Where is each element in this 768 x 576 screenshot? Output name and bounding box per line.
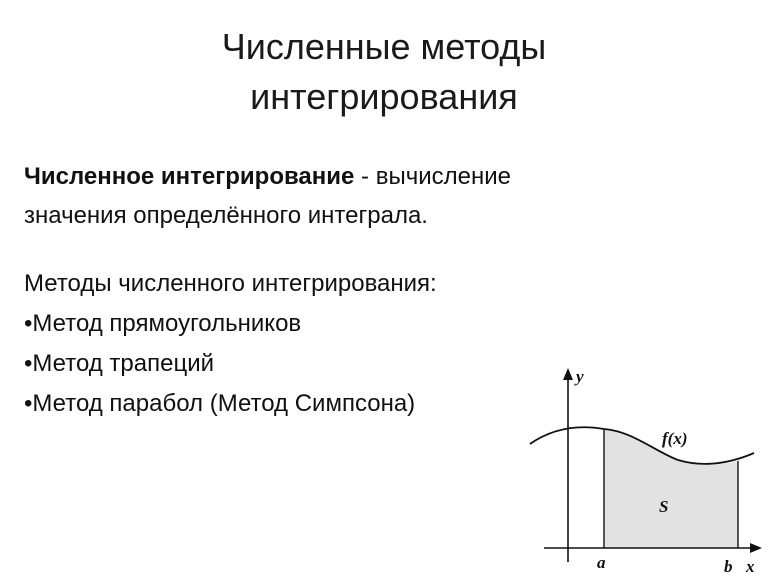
slide-title — [0, 22, 768, 122]
y-axis-label: y — [576, 367, 584, 386]
x-axis-label: x — [746, 557, 755, 576]
y-axis-arrowhead — [563, 368, 573, 380]
method-item-rectangles: •Метод прямоугольников — [24, 310, 302, 337]
slide-title-line-2: интегрирования — [250, 76, 518, 117]
definition-text-1: - вычисление — [354, 163, 511, 190]
left-bound-label: a — [597, 553, 606, 572]
right-bound-label: b — [724, 557, 733, 576]
integral-figure — [528, 362, 768, 576]
function-label: f(x) — [662, 429, 688, 448]
x-axis-arrowhead — [750, 543, 762, 553]
area-label: S — [659, 497, 669, 516]
method-item-trapezoids: •Метод трапеций — [24, 350, 215, 377]
definition-term: Численное интегрирование — [24, 163, 355, 190]
methods-heading: Методы численного интегрирования: — [24, 270, 437, 297]
definition-paragraph — [24, 157, 744, 235]
slide-title-line-1: Численные методы — [221, 26, 547, 67]
definition-text-2: значения определённого интеграла. — [24, 202, 428, 229]
integral-figure-svg — [528, 362, 768, 576]
method-item-simpson: •Метод парабол (Метод Симпсона) — [24, 390, 416, 417]
methods-list — [24, 264, 584, 424]
